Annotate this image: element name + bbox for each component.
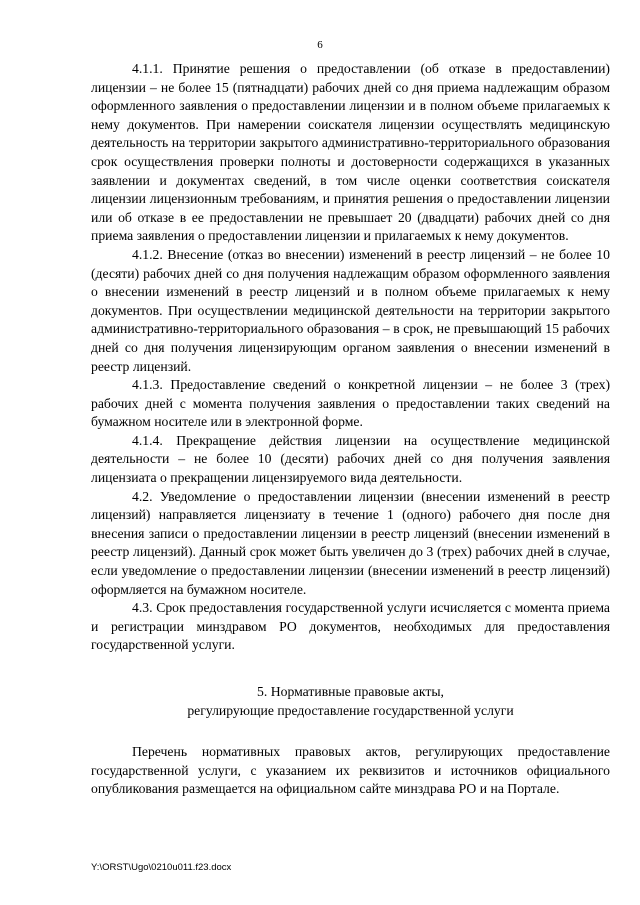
paragraph-4-1-4: 4.1.4. Прекращение действия лицензии на осуществление медицинской деятельности – не более 10 (десяти) рабочих дней со дня получения заявления лицензиата о прекращении лицензируемого вида деятельности. [91,432,610,486]
paragraph-4-1-1: 4.1.1. Принятие решения о предоставлении (об отказе в предоставлении) лицензии – не более 15 (пятнадцати) рабочих дней со дня приема надлежащим образом оформленного заявления о предоставлении лицензии и в полном объеме прилагаемых к нему документов. При намерении соискателя лицензии осуществлять медицинскую деятельность на территории закрытого административно-территориального образования срок осуществления проверки полноты и достоверности содержащихся в указанных заявлении и документах сведений, в том числе оценки соответствия соискателя лицензии лицензионным требованиям, и принятия решения о предоставлении лицензии или об отказе в ее предоставлении не превышает 20 (двадцати) рабочих дней со дня приема заявления о предоставлении лицензии и прилагаемых к нему документов. [91,61,610,244]
section-title-line-2: регулирующие предоставление государственной услуги [187,702,514,718]
footer-file-path: Y:\ORST\Ugo\0210u011.f23.docx [91,862,232,873]
section-5-paragraph: Перечень нормативных правовых актов, регулирующих предоставление государственной услуги, с указанием их реквизитов и источников официального опубликования размещается на официальном сайте минздрава РО и на Портале. [91,744,610,797]
document-body [91,60,610,799]
paragraph-4-1-2: 4.1.2. Внесение (отказ во внесении) изменений в реестр лицензий – не более 10 (десяти) рабочих дней со дня получения надлежащим образом оформленного заявления о внесении изменений в реестр лицензий и в полном объеме прилагаемых к нему документов. При осуществлении медицинской деятельности на территории закрытого административно-территориального образования – в срок, не превышающий 15 рабочих дней со дня получения лицензирующим органом заявления о внесении изменений в реестр лицензий. [91,246,610,374]
paragraph-4-1-3: 4.1.3. Предоставление сведений о конкретной лицензии – не более 3 (трех) рабочих дней с момента получения заявления о предоставлении таких сведений на бумажном носителе или в электронной форме. [91,377,610,430]
paragraph-4-3: 4.3. Срок предоставления государственной услуги исчисляется с момента приема и регистрации минздравом РО документов, необходимых для предоставления государственной услуги. [91,600,610,653]
paragraph-4-2: 4.2. Уведомление о предоставлении лицензии (внесении изменений в реестр лицензий) направляется лицензиату в течение 1 (одного) рабочего дня после дня внесения записи о предоставлении лицензии в реестр лицензий (внесении изменений в реестр лицензий). Данный срок может быть увеличен до 3 (трех) рабочих дней в случае, если уведомление о предоставлении лицензии (внесении изменений в реестр лицензий) оформляется на бумажном носителе. [91,488,610,597]
section-5-heading [91,683,610,720]
section-title-line-1: 5. Нормативные правовые акты, [257,684,444,699]
page-number: 6 [317,39,323,51]
